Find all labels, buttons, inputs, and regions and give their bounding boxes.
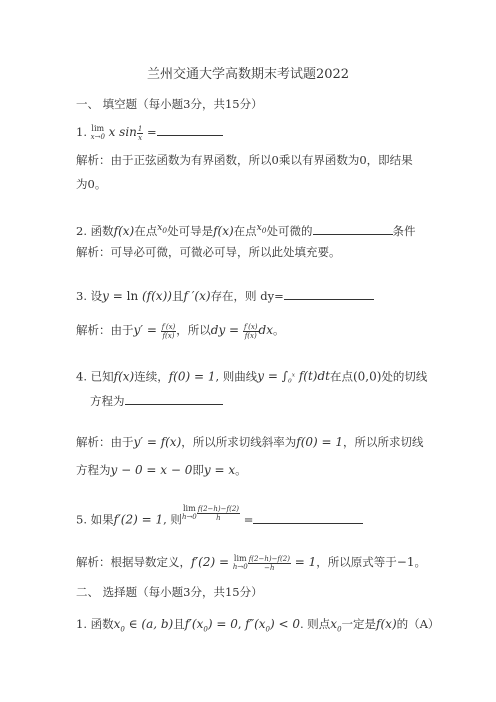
y-equals-x: y = x xyxy=(203,463,236,477)
q4-text: , 则曲线 xyxy=(215,369,258,384)
integral-curve: $y = \int_0^x$ f(t)dt xyxy=(257,369,330,385)
question-2-number: 2. xyxy=(76,223,87,238)
x0-in-interval: $x_0$ ∈ (a, b) xyxy=(113,617,174,634)
limit-symbol: lim h→0 xyxy=(181,504,197,521)
fx-symbol: f(x) xyxy=(213,223,234,238)
a4-text: ，所以所求切线斜率为 xyxy=(181,435,297,449)
a4-text: 解析：由于 xyxy=(76,435,134,449)
f-prime-x: f ′(x) xyxy=(183,289,211,303)
q4-text: 连续， xyxy=(134,369,169,384)
section-choice-heading: 二、 选择题（每小题3分，共15分） xyxy=(76,585,263,599)
s1-text: . 则点 xyxy=(299,617,331,631)
answer-blank[interactable] xyxy=(313,223,393,235)
question-5 xyxy=(76,504,363,528)
q5-equals: = xyxy=(243,512,254,527)
a5-text: 解析：根据导数定义， xyxy=(76,555,191,569)
q4-text: 处的切线 xyxy=(381,369,428,384)
q2-text: 处可导是 xyxy=(167,223,214,238)
analysis-4-line-2 xyxy=(76,462,247,478)
equals-one: = 1 xyxy=(290,555,317,569)
question-4-line-2 xyxy=(90,393,223,409)
question-3 xyxy=(76,288,374,304)
question-1-expression: x sin xyxy=(108,125,137,139)
s1-text: 且 xyxy=(173,617,185,631)
difference-quotient: $\frac{f(2-h)-f(2)}{-h}$ xyxy=(248,554,290,572)
difference-quotient: $\frac{f(2-h)-f(2)}{h}$ xyxy=(197,504,240,522)
limit-expression xyxy=(182,504,240,522)
q4-text: 已知 xyxy=(90,369,114,384)
q2-text: 条件 xyxy=(392,223,416,238)
derivative-definition: f′(2) = xyxy=(191,555,233,569)
fx-symbol: f(x) xyxy=(376,617,397,631)
q2-text: 处可微的 xyxy=(266,223,313,238)
s1-text: 函数 xyxy=(90,617,114,631)
x0-symbol: x0 xyxy=(256,223,267,235)
analysis-1-line-1: 解析：由于正弦函数为有界函数，所以0乘以有界函数为0，即结果 xyxy=(76,153,413,167)
analysis-3 xyxy=(76,322,284,340)
f-prime-2-equals-1: f′(2) = 1 xyxy=(113,512,164,527)
fx-symbol: f(x) xyxy=(113,369,135,384)
s1-text: 的（A） xyxy=(396,617,440,631)
question-2 xyxy=(76,220,416,239)
analysis-5 xyxy=(76,554,426,572)
a5-text: 。 xyxy=(414,555,426,569)
tangent-equation: y − 0 = x − 0 xyxy=(110,463,193,477)
analysis-2: 解析：可导必可微，可微必可导，所以此处填充要。 xyxy=(76,245,341,259)
dx-symbol: dx xyxy=(258,323,273,337)
s1-text: 一定是 xyxy=(341,617,377,631)
limit-symbol: lim h→0 xyxy=(232,554,248,571)
answer-blank[interactable] xyxy=(157,124,223,136)
question-1-equals: = xyxy=(147,125,157,139)
a4-text: ，所以所求切线 xyxy=(343,435,424,449)
question-4-number: 4. xyxy=(76,369,87,384)
page-title: 兰州交通大学高数期末考试题2022 xyxy=(146,67,350,82)
y-prime-equals-fx: y′ = f(x) xyxy=(133,435,182,449)
answer-blank[interactable] xyxy=(284,288,374,300)
limit-symbol: lim x→0 xyxy=(90,124,105,141)
fraction-one-over-x: $\frac{1}{x}$ xyxy=(137,124,143,142)
a4-text: 方程为 xyxy=(76,463,111,477)
q4-text: 方程为 xyxy=(90,394,125,408)
question-3-number: 3. xyxy=(76,289,87,303)
choice-question-1: 1. 函数$x_0$ ∈ (a, b)且$f'(x_0) = 0$, $f''(x_0) < 0$. 则点$x_0$一定是f(x)的（A） xyxy=(76,617,440,634)
point-origin: (0,0) xyxy=(352,369,382,384)
f0-equals-1: f(0) = 1 xyxy=(168,369,216,384)
f-double-prime-negative: $f''(x_0) < 0$ xyxy=(245,617,300,634)
section-fill-blank-heading: 一、 填空题（每小题3分，共15分） xyxy=(76,97,263,111)
q2-text: 在点 xyxy=(233,223,257,238)
question-1-number: 1. xyxy=(76,125,87,139)
answer-blank[interactable] xyxy=(253,512,363,524)
fraction-fprime-over-f: $\frac{f'(x)}{f(x)}$ xyxy=(161,322,176,340)
a3-text: 。 xyxy=(272,323,285,337)
q3-text: 存在，则 dy= xyxy=(210,289,284,303)
x0-symbol: $x_0$ xyxy=(330,617,342,634)
y-equals-ln-fx: y = ln (f(x)) xyxy=(102,289,172,303)
f0-equals-1: f(0) = 1 xyxy=(296,435,344,449)
q2-text: 在点 xyxy=(134,223,158,238)
a3-text: ，所以 xyxy=(176,323,211,337)
analysis-4-line-1 xyxy=(76,434,424,450)
a3-text: 解析：由于 xyxy=(76,323,134,337)
fx-symbol: f(x) xyxy=(113,223,135,238)
x0-symbol: x0 xyxy=(157,223,168,235)
a4-text: 即 xyxy=(192,463,204,477)
question-5-number: 5. xyxy=(76,512,87,527)
answer-blank[interactable] xyxy=(125,393,223,405)
choice-1-number: 1. xyxy=(76,617,87,631)
a4-text: 。 xyxy=(235,463,247,477)
question-1 xyxy=(76,124,223,142)
minus-one: −1 xyxy=(396,555,415,569)
q2-text: 函数 xyxy=(90,223,114,238)
q3-text: 且 xyxy=(171,289,184,303)
y-prime: y′ = xyxy=(133,323,161,337)
a5-text: ，所以原式等于 xyxy=(316,555,397,569)
q5-text: , 则 xyxy=(163,512,182,527)
question-4 xyxy=(76,368,427,390)
f-prime-x0-zero: $f'(x_0) = 0$ xyxy=(184,617,238,634)
analysis-1-line-2: 为0。 xyxy=(76,177,107,191)
q3-text: 设 xyxy=(90,289,103,303)
q4-text: 在点 xyxy=(329,369,353,384)
q5-text: 如果 xyxy=(90,512,114,527)
fraction-fprime-over-f: $\frac{f'(x)}{f(x)}$ xyxy=(243,322,258,340)
dy-equals: dy = xyxy=(210,323,243,337)
